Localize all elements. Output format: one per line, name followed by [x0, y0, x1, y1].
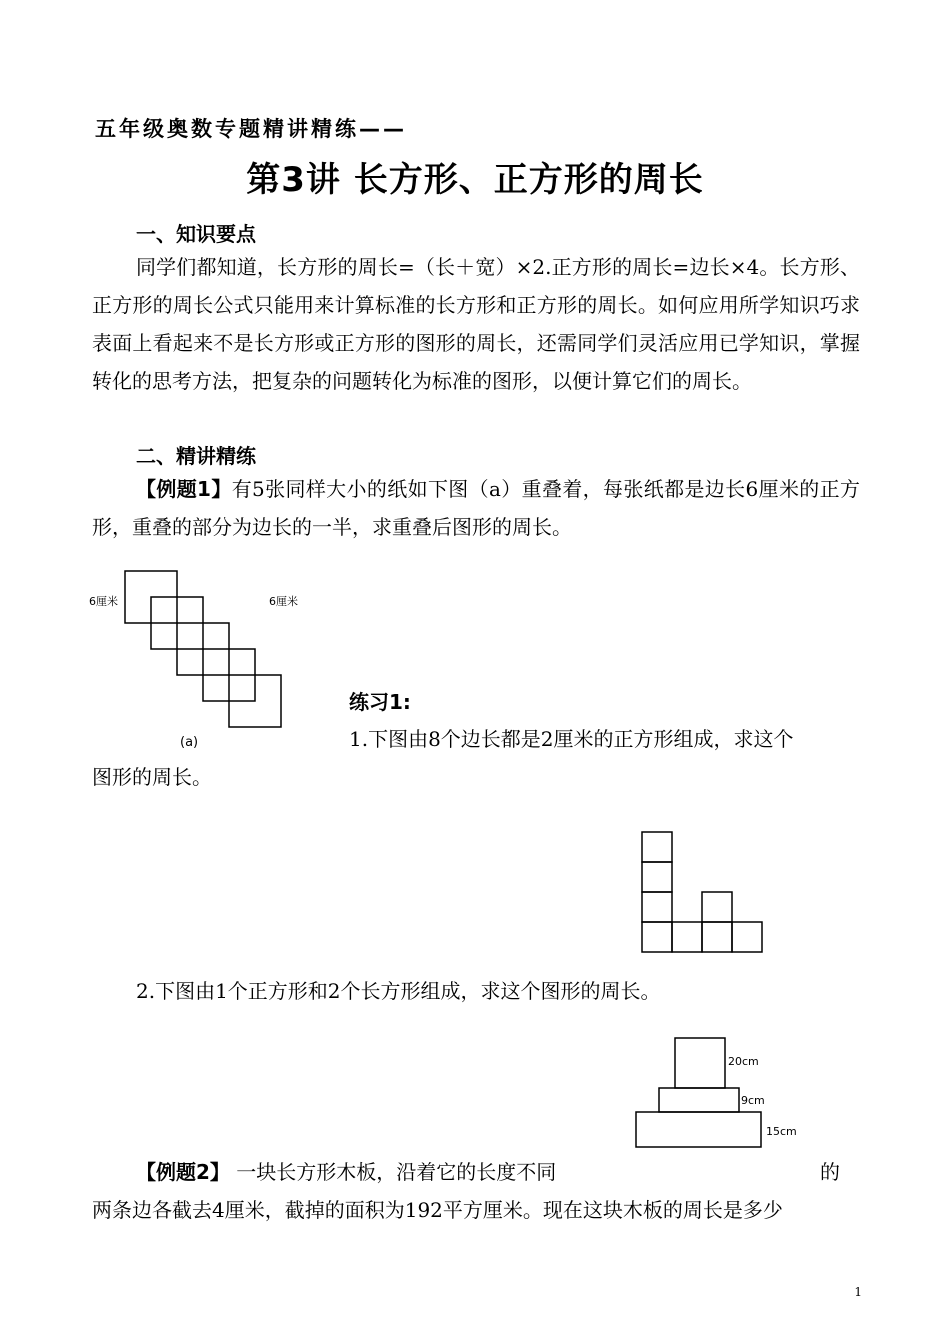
practice1-q2: 2.下图由1个正方形和2个长方形组成，求这个图形的周长。: [136, 979, 661, 1003]
page-title: 第3讲 长方形、正方形的周长: [246, 160, 704, 200]
knowledge-paragraph: 同学们都知道，长方形的周长=（长＋宽）×2.正方形的周长=边长×4。长方形、正方形的周长公式只能用来计算标准的长方形和正方形的周长。如何应用所学知识巧求表面上看起来不是长方形或正方形的图形的周长，还需同学们灵活应用已学知识，掌握转化的思考方法，把复杂的问题转化为标准的图形，以便计算它们的周长。: [92, 255, 860, 393]
practice1-q1-line1: 1.下图由8个边长都是2厘米的正方形组成，求这个: [349, 727, 794, 751]
practice1-heading: 练习1:: [349, 690, 411, 714]
fig-a-right-label: 6厘米: [269, 595, 298, 608]
practice1-q1-line2: 图形的周长。: [92, 765, 212, 789]
example2-line1: [136, 1153, 556, 1191]
example2-text-a: 一块长方形木板，沿着它的长度不同: [236, 1160, 557, 1184]
eight-squares-figure: [640, 830, 765, 955]
page-number: 1: [854, 1285, 862, 1299]
series-heading: 五年级奥数专题精讲精练——: [95, 117, 407, 141]
example2-text-b: 的: [820, 1160, 840, 1184]
example2-line2: 两条边各截去4厘米，截掉的面积为192平方厘米。现在这块木板的周长是多少: [92, 1198, 783, 1222]
example2-label: 【例题2】: [136, 1160, 230, 1184]
fig-label-20cm: 20cm: [728, 1055, 759, 1068]
fig-label-9cm: 9cm: [741, 1094, 765, 1107]
example1-paragraph: [92, 470, 860, 546]
fig-a-caption: (a): [180, 735, 199, 750]
example1-label: 【例题1】: [136, 477, 232, 501]
stacked-rectangles-figure: [634, 1035, 764, 1150]
section-heading-practice: 二、精讲精练: [136, 444, 256, 468]
example1-text: 有5张同样大小的纸如下图（a）重叠着，每张纸都是边长6厘米的正方形，重叠的部分为边长的一半，求重叠后图形的周长。: [92, 477, 860, 539]
fig-label-15cm: 15cm: [766, 1125, 797, 1138]
section-heading-knowledge: 一、知识要点: [136, 222, 256, 246]
fig-a-left-label: 6厘米: [89, 595, 118, 608]
